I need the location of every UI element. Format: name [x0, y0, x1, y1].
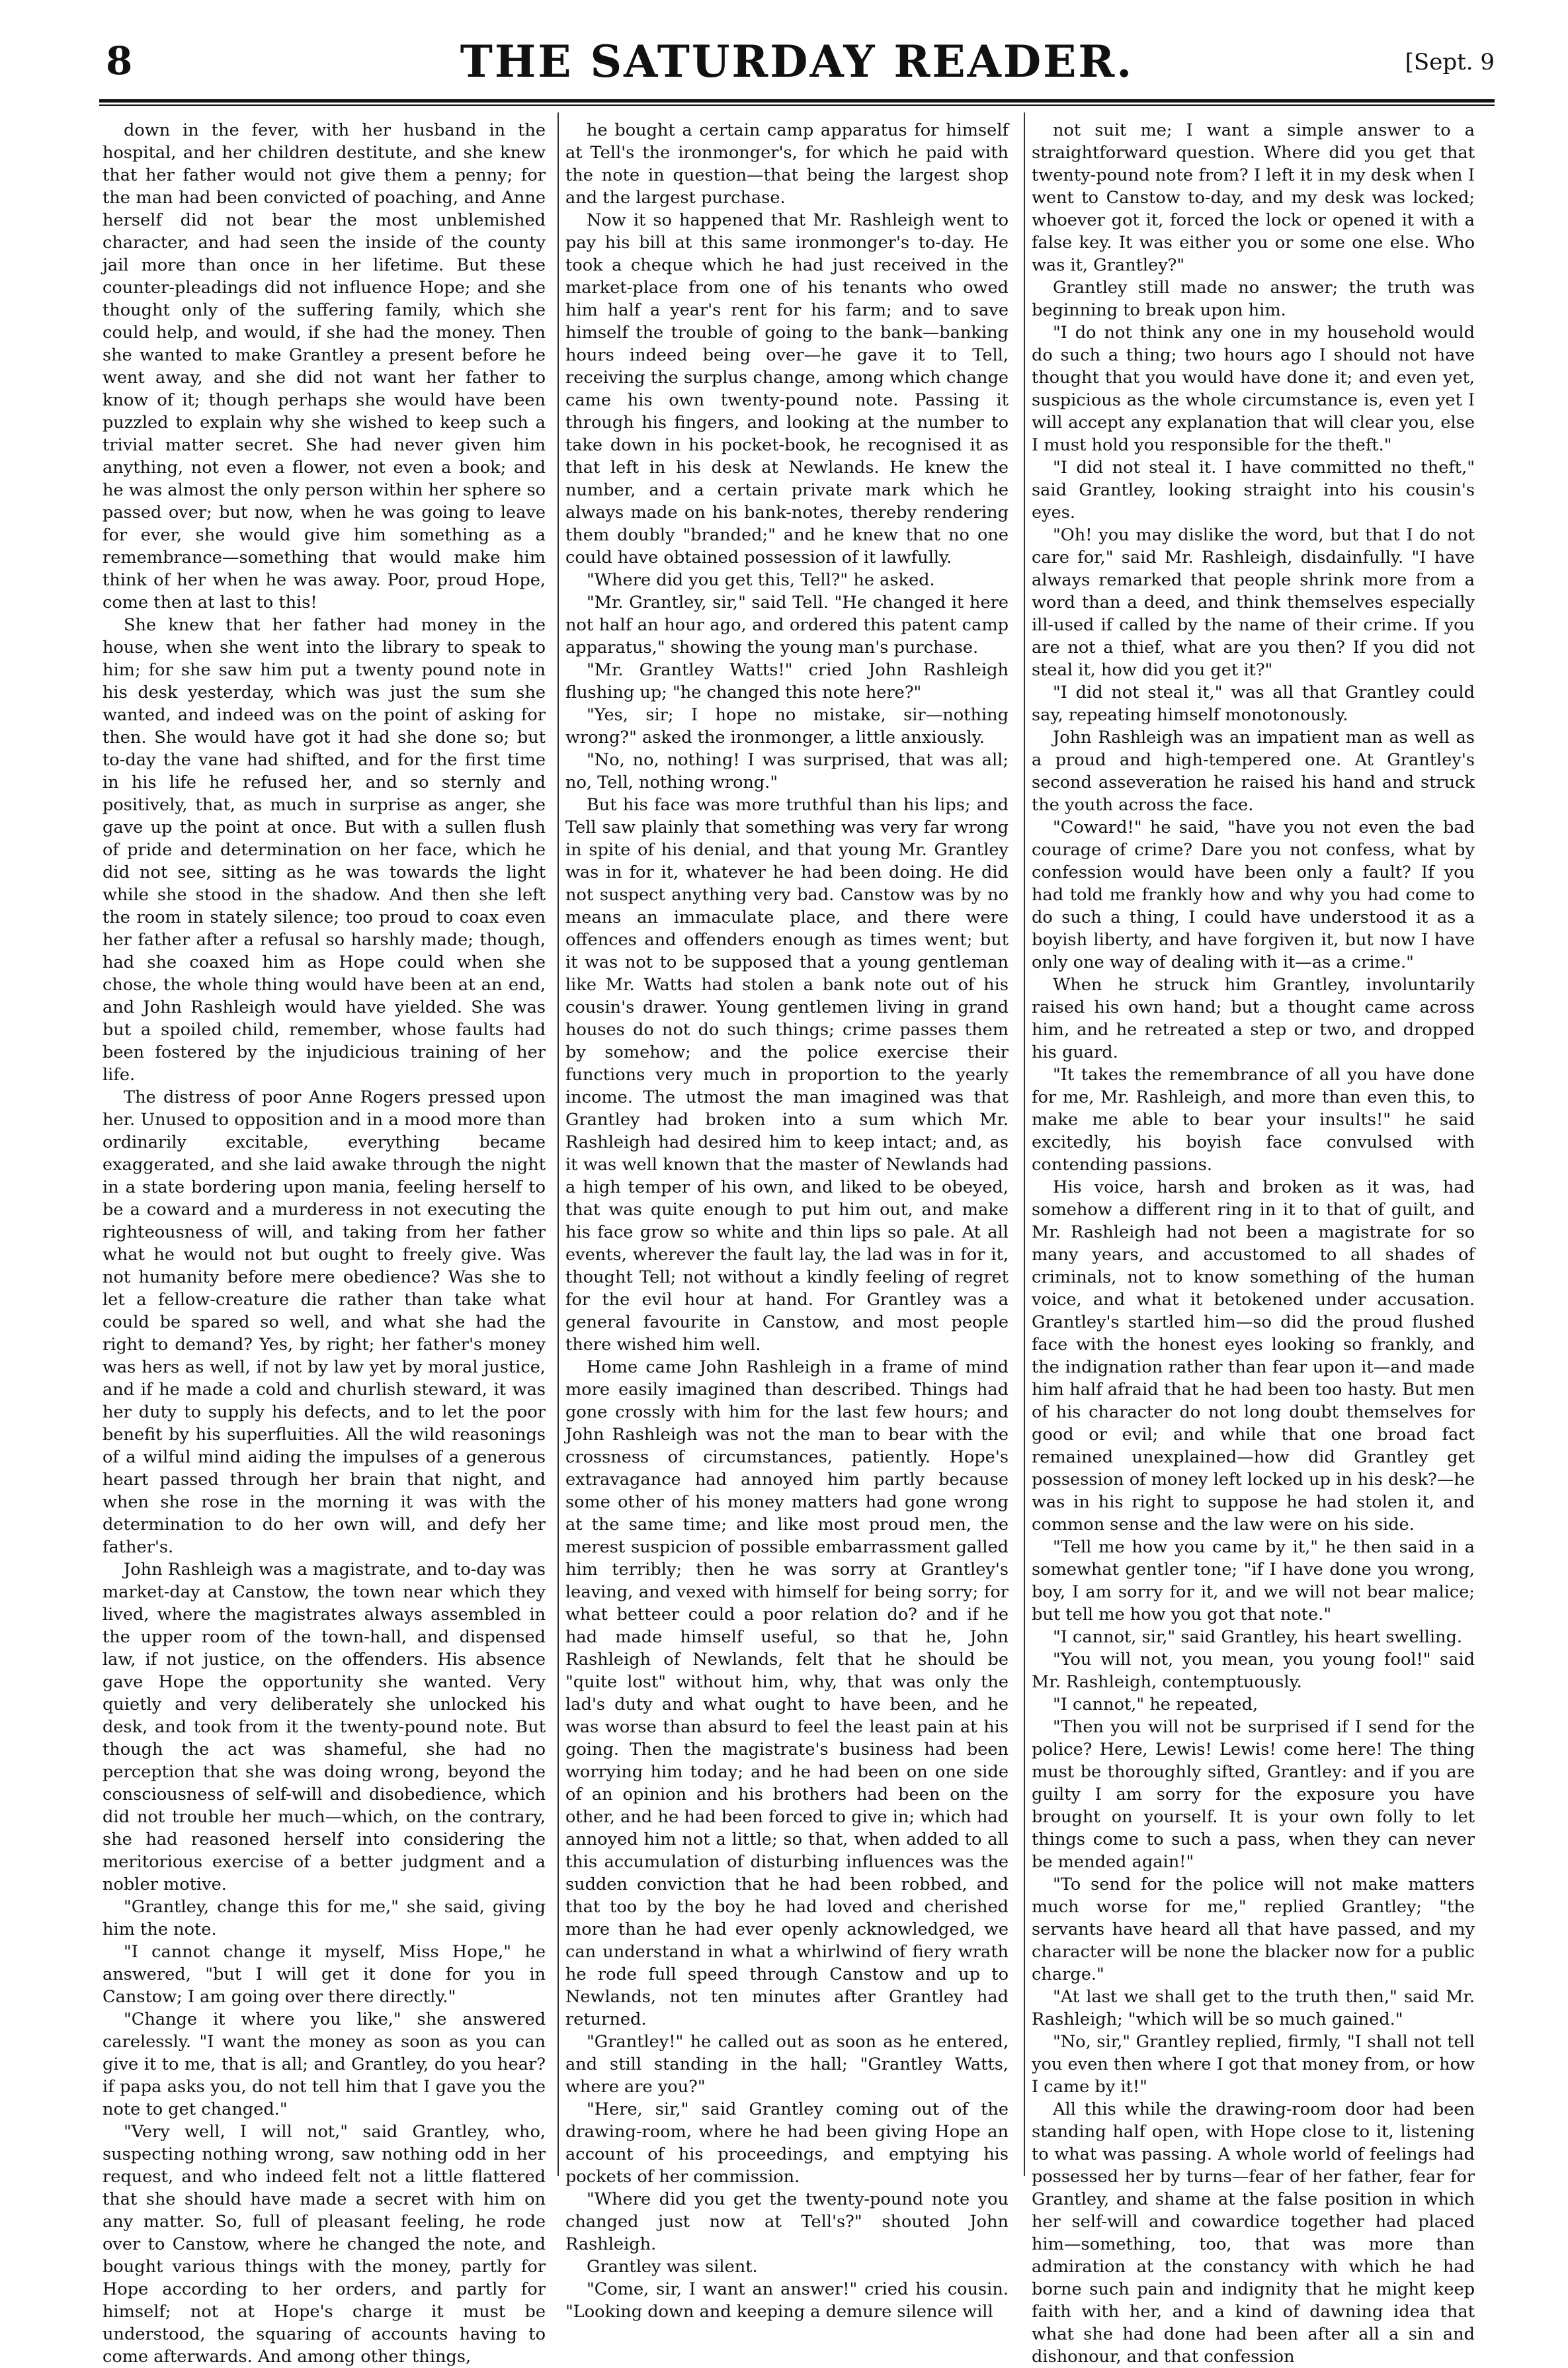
paragraph: His voice, harsh and broken as it was, had somehow a different ring in it to that of guilt, and Mr. Rashleigh had not been a magistrate for so many years, and accustomed to all shades of criminals, not to know something of the human voice, and what it betokened under accusation. Grantley's startled him—so did the proud flushed face with the honest eyes looking so frankly, and the indignation rather than fear upon it—and made him half afraid that he had been too hasty. But men of his character do not long doubt themselves for good or evil; and while that one broad fact remained unexplained—how did Grantley get possession of money left locked up in his desk?—he was in his right to suppose he had stolen it, and common sense and the law were on his side.	[1032, 1177, 1475, 1535]
paragraph: "It takes the remembrance of all you have done for me, Mr. Rashleigh, and more than even this, to make me able to bear your insults!" he said excitedly, his boyish face convulsed with contending passions.	[1032, 1065, 1475, 1175]
page-number: 8	[106, 38, 133, 83]
paragraph: "Tell me how you came by it," he then said in a somewhat gentler tone; "if I have done you wrong, boy, I am sorry for it, and we will not bear malice; but tell me how you got that note."	[1032, 1537, 1475, 1625]
paragraph: "I cannot, sir," said Grantley, his heart swelling.	[1053, 1627, 1463, 1647]
paragraph: "I did not steal it. I have committed no theft," said Grantley, looking straight into his cousin's eyes.	[1032, 458, 1475, 523]
text-column-2	[565, 119, 1009, 2322]
page-header	[99, 32, 1495, 105]
paragraph: All this while the drawing-room door had been standing half open, with Hope close to it, listening to what was passing. A whole world of feelings had possessed her by turns—fear of her father, fear for Grantley, and shame at the false position in which her self-will and cowardice together had placed him—something, too, that was more than admiration at the constancy with which he had borne such pain and indignity that he might keep faith with her, and a kind of dawning idea that what she had done had been after all a sin and dishonour, and that confession	[1032, 2099, 1475, 2367]
paragraph: "Come, sir, I want an answer!" cried his cousin. "Looking down and keeping a demure silence will	[565, 2279, 1009, 2322]
issue-date: [Sept. 9	[1405, 49, 1495, 75]
paragraph: he bought a certain camp apparatus for himself at Tell's the ironmonger's, for which he paid with the note in question—that being the largest shop and the largest purchase.	[565, 120, 1009, 208]
paragraph: "No, no, nothing! I was surprised, that was all; no, Tell, nothing wrong."	[565, 750, 1009, 792]
paragraph: When he struck him Grantley, involuntarily raised his own hand; but a thought came across him, and he retreated a step or two, and dropped his guard.	[1032, 975, 1475, 1062]
paragraph: Now it so happened that Mr. Rashleigh went to pay his bill at this same ironmonger's to-day. He took a cheque which he had just received in the market-place from one of his tenants who owed him half a year's rent for his farm; and to save himself the trouble of going to the bank—banking hours indeed being over—he gave it to Tell, receiving the surplus change, among which change came his own twenty-pound note. Passing it through his fingers, and looking at the number to take down in his pocket-book, he recognised it as that left in his desk at Newlands. He knew the number, and a certain private mark which he always made on his bank-notes, thereby rendering them doubly "branded;" and he knew that no one could have obtained possession of it lawfully.	[565, 210, 1009, 568]
paragraph: "At last we shall get to the truth then," said Mr. Rashleigh; "which will be so much gained."	[1032, 1987, 1475, 2029]
paragraph: Grantley was silent.	[587, 2257, 758, 2277]
paragraph: "I did not steal it," was all that Grantley could say, repeating himself monotonously.	[1032, 683, 1475, 725]
paragraph: "I cannot," he repeated,	[1053, 1695, 1259, 1714]
paragraph: "You will not, you mean, you young fool!" said Mr. Rashleigh, contemptuously.	[1032, 1650, 1475, 1692]
paragraph: "I cannot change it myself, Miss Hope," he answered, "but I will get it done for you in Canstow; I am going over there directly."	[103, 1942, 546, 2007]
paragraph: "Grantley!" he called out as soon as he entered, and still standing in the hall; "Grantley Watts, where are you?"	[565, 2032, 1009, 2097]
paragraph: "I do not think any one in my household would do such a thing; two hours ago I should not have thought that you would have done it; and even yet, suspicious as the whole circumstance is, even yet I will accept any explanation that will clear you, else I must hold you responsible for the theft."	[1032, 323, 1475, 455]
paragraph: "Then you will not be surprised if I send for the police? Here, Lewis! Lewis! come here! The thing must be thoroughly sifted, Grantley: and if you are guilty I am sorry for the exposure you have brought on yourself. It is your own folly to let things come to such a pass, when they can never be mended again!"	[1032, 1717, 1475, 1872]
paragraph: Home came John Rashleigh in a frame of mind more easily imagined than described. Things had gone crossly with him for the last few hours; and John Rashleigh was not the man to bear with the crossness of circumstances, patiently. Hope's extravagance had annoyed him partly because some other of his money matters had gone wrong at the same time; and like most proud men, the merest suspicion of possible embarrassment galled him terribly; then he was sorry at Grantley's leaving, and vexed with himself for being sorry; for what betteer could a poor relation do? and if he had made himself useful, so that he, John Rashleigh of Newlands, felt that he should be "quite lost" without him, why, that was only the lad's duty and what ought to have been, and he was worse than absurd to feel the least pain at his going. Then the magistrate's business had been worrying him today; and he had been on one side of an opinion and his brothers had been on the other, and he had been forced to give in; which had annoyed him not a little; so that, when added to all this accumulation of disturbing influences was the sudden conviction that he had been robbed, and that too by the boy he had loved and cherished more than he had ever openly acknowledged, we can understand in what a whirlwind of fiery wrath he rode full speed through Canstow and up to Newlands, not ten minutes after Grantley had returned.	[565, 1357, 1009, 2029]
paragraph: The distress of poor Anne Rogers pressed upon her. Unused to opposition and in a mood more than ordinarily excitable, everything became exaggerated, and she laid awake through the night in a state bordering upon mania, feeling herself to be a coward and a murderess in not executing the righteousness of will, and taking from her father what he would not but ought to freely give. Was not humanity before mere obedience? Was she to let a fellow-creature die rather than take what could be spared so well, and what she had the right to demand? Yes, by right; her father's money was hers as well, if not by law yet by moral justice, and if he made a cold and churlish steward, it was her duty to supply his defects, and to let the poor benefit by his superfluities. All the wild reasonings of a wilful mind aiding the impulses of a generous heart passed through her brain that night, and when she rose in the morning it was with the determination to do her own will, and defy her father's.	[103, 1087, 546, 1557]
paragraph: "Very well, I will not," said Grantley, who, suspecting nothing wrong, saw nothing odd in her request, and who indeed felt not a little flattered that she should have made a secret with him on any matter. So, full of pleasant feeling, he rode over to Canstow, where he changed the note, and bought various things with the money, partly for Hope according to her orders, and partly for himself; not at Hope's charge it must be understood, the squaring of accounts having to come afterwards. And among other things,	[103, 2122, 546, 2367]
paragraph: "Here, sir," said Grantley coming out of the drawing-room, where he had been giving Hope an account of his proceedings, and emptying his pockets of her commission.	[565, 2099, 1009, 2187]
column-divider	[557, 112, 559, 2176]
paragraph: down in the fever, with her husband in the hospital, and her children destitute, and she knew that her father would not give them a penny; for the man had been convicted of poaching, and Anne herself did not bear the most unblemished character, and had seen the inside of the county jail more than once in her lifetime. But these counter-pleadings did not influence Hope; and she thought only of the suffering family, which she could help, and would, if she had the money. Then she wanted to make Grantley a present before he went away, and she did not want her father to know of it; though perhaps she would have been puzzled to explain why she wished to keep such a trivial matter secret. She had never given him anything, not even a flower, not even a book; and he was almost the only person within her sphere so passed over; but now, when he was going to leave for ever, she would give him something as a remembrance—something that would make him think of her when he was away. Poor, proud Hope, come then at last to this!	[103, 120, 546, 613]
paragraph: "Coward!" he said, "have you not even the bad courage of crime? Dare you not confess, what by confession would have been only a fault? If you had told me frankly how and why you had come to do such a thing, I could have understood it as a boyish liberty, and have forgiven it, but now I have only one way of dealing with it—as a crime."	[1032, 818, 1475, 972]
paragraph: Grantley still made no answer; the truth was beginning to break upon him.	[1032, 278, 1475, 320]
text-column-1	[103, 119, 546, 2367]
paragraph: "Where did you get the twenty-pound note you changed just now at Tell's?" shouted John Rashleigh.	[565, 2189, 1009, 2254]
column-divider	[1024, 112, 1025, 2176]
paragraph: "No, sir," Grantley replied, firmly, "I shall not tell you even then where I got that money from, or how I came by it!"	[1032, 2032, 1475, 2097]
paragraph: "Grantley, change this for me," she said, giving him the note.	[103, 1897, 546, 1939]
paragraph: "Where did you get this, Tell?" he asked.	[587, 570, 935, 590]
header-rule	[99, 99, 1495, 103]
paragraph: But his face was more truthful than his lips; and Tell saw plainly that something was very far wrong in spite of his denial, and that young Mr. Grantley was in for it, whatever he had been doing. He did not suspect anything very bad. Canstow was by no means an immaculate place, and there were offences and offenders enough as times went; but it was not to be supposed that a young gentleman like Mr. Watts had stolen a bank note out of his cousin's drawer. Young gentlemen living in grand houses do not do such things; crime passes them by somehow; and the police exercise their functions very much in proportion to the yearly income. The utmost the man imagined was that Grantley had broken into a sum which Mr. Rashleigh had desired him to keep intact; and, as it was well known that the master of Newlands had a high temper of his own, and liked to be obeyed, that was quite enough to put him out, and make his face grow so white and thin lips so pale. At all events, wherever the fault lay, the lad was in for it, thought Tell; not without a kindly feeling of regret for the evil hour at hand. For Grantley was a general favourite in Canstow, and most people there wished him well.	[565, 795, 1009, 1355]
paragraph: not suit me; I want a simple answer to a straightforward question. Where did you get that twenty-pound note from? I left it in my desk when I went to Canstow to-day, and my desk was locked; whoever got it, forced the lock or opened it with a false key. It was either you or some one else. Who was it, Grantley?"	[1032, 120, 1475, 275]
paragraph: She knew that her father had money in the house, when she went into the library to speak to him; for she saw him put a twenty pound note in his desk yesterday, which was just the sum she wanted, and indeed was on the point of asking for then. She would have got it had she done so; but to-day the vane had shifted, and for the first time in his life he refused her, and so sternly and positively, that, as much in surprise as anger, she gave up the point at once. But with a sullen flush of pride and determination on her face, which he did not see, sitting as he was towards the light while she stood in the shadow. And then she left the room in stately silence; too proud to coax even her father after a refusal so harshly made; though, had she coaxed him as Hope could when she chose, the whole thing would have been at an end, and John Rashleigh would have yielded. She was but a spoiled child, remember, whose faults had been fostered by the injudicious training of her life.	[103, 615, 546, 1085]
paragraph: "To send for the police will not make matters much worse for me," replied Grantley; "the servants have heard all that have passed, and my character will be none the blacker now for a public charge."	[1032, 1875, 1475, 1984]
paragraph: John Rashleigh was an impatient man as well as a proud and high-tempered one. At Grantley's second asseveration he raised his hand and struck the youth across the face.	[1032, 728, 1475, 815]
paragraph: "Oh! you may dislike the word, but that I do not care for," said Mr. Rashleigh, disdainfully. "I have always remarked that people shrink more from a word than a deed, and think themselves especially ill-used if called by the name of their crime. If you are not a thief, what are you then? If you did not steal it, how did you get it?"	[1032, 525, 1475, 680]
paragraph: "Change it where you like," she answered carelessly. "I want the money as soon as you can give it to me, that is all; and Grantley, do you hear? if papa asks you, do not tell him that I gave you the note to get changed."	[103, 2009, 546, 2119]
text-column-3	[1032, 119, 1475, 2367]
paragraph: "Yes, sir; I hope no mistake, sir—nothing wrong?" asked the ironmonger, a little anxiously.	[565, 705, 1009, 747]
paragraph: "Mr. Grantley, sir," said Tell. "He changed it here not half an hour ago, and ordered this patent camp apparatus," showing the young man's purchase.	[565, 593, 1009, 657]
paragraph: John Rashleigh was a magistrate, and to-day was market-day at Canstow, the town near which they lived, where the magistrates always assembled in the upper room of the town-hall, and dispensed law, if not justice, on the offenders. His absence gave Hope the opportunity she wanted. Very quietly and very deliberately she unlocked his desk, and took from it the twenty-pound note. But though the act was shameful, she had no perception that she was doing wrong, beyond the consciousness of self-will and disobedience, which did not trouble her much—which, on the contrary, she had reasoned herself into considering the meritorious exercise of a better judgment and a nobler motive.	[103, 1560, 546, 1894]
header-rule-thin	[99, 105, 1495, 106]
paragraph: "Mr. Grantley Watts!" cried John Rashleigh flushing up; "he changed this note here?"	[565, 660, 1009, 702]
masthead-title: THE SATURDAY READER.	[460, 36, 1134, 87]
